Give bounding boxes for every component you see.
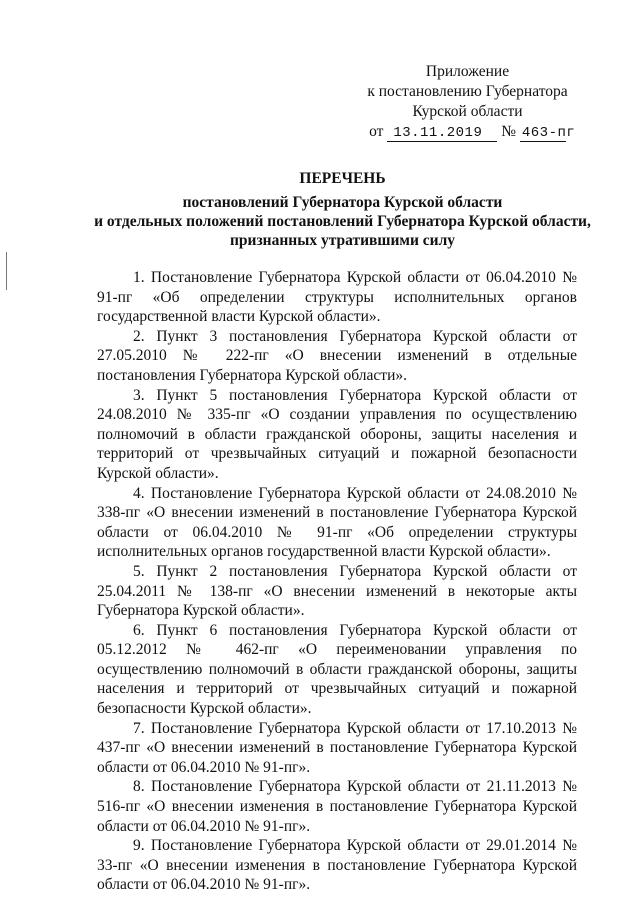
list-item: 2. Пункт 3 постановления Губернатора Курской области от 27.05.2010 № 222-пг «О внесении изменений в отдельные постановления Губернатора Курской области». (97, 327, 577, 384)
list-item: 5. Пункт 2 постановления Губернатора Курской области от 25.04.2011 № 138-пг «О внесении изменений в некоторые акты Губернатора Курской области». (97, 562, 577, 620)
list-item: 7. Постановление Губернатора Курской области от 17.10.2013 № 437-пг «О внесении изменений в постановление Губернатора Курской области от 06.04.2010 № 91-пг». (97, 719, 577, 776)
list-item: 8. Постановление Губернатора Курской области от 21.11.2013 № 516-пг «О внесении изменения в постановление Губернатора Курской области от 06.04.2010 № 91-пг». (97, 778, 577, 835)
document-subtitle-line-2: и отдельных положений постановлений Губернатора Курской области, (94, 213, 591, 230)
repealed-acts-list (97, 268, 577, 895)
list-item: 4. Постановление Губернатора Курской области от 24.08.2010 № 338-пг «О внесении изменений в постановление Губернатора Курской области от 06.04.2010 № 91-пг «Об определении структуры исполнительных органов государственной власти Курской области». (97, 484, 577, 561)
date-field: 13.11.2019 (387, 125, 497, 142)
document-heading (60, 169, 625, 250)
date-prefix: от (369, 123, 384, 140)
list-item: 3. Пункт 5 постановления Губернатора Курской области от 24.08.2010 № 335-пг «О создании управления по осуществлению полномочий в области гражданской обороны, защиты населения и территорий от чрезвычайных ситуаций и пожарной безопасности Курской области». (97, 386, 577, 482)
list-item: 6. Пункт 6 постановления Губернатора Курской области от 05.12.2012 № 462-пг «О переименовании управления по осуществлению полномочий в области гражданской обороны, защиты населения и территорий от чрезвычайных ситуаций и пожарной безопасности Курской области». (97, 621, 577, 718)
document-title: ПЕРЕЧЕНЬ (299, 170, 386, 187)
number-prefix: № (501, 123, 516, 140)
document-subtitle-line-3: признанных утратившими силу (229, 232, 456, 249)
appendix-region: Курской области (412, 103, 523, 120)
appendix-date-number-line (360, 122, 575, 142)
scan-edge-mark (6, 252, 7, 290)
list-item: 9. Постановление Губернатора Курской области от 29.01.2014 № 33-пг «О внесении изменения в постановление Губернатора Курской области от 06.04.2010 № 91-пг». (97, 837, 577, 894)
appendix-header (360, 62, 575, 142)
document-subtitle-line-1: постановлений Губернатора Курской области (182, 194, 503, 211)
number-field: 463-пг (521, 125, 576, 141)
list-item: 1. Постановление Губернатора Курской области от 06.04.2010 № 91-пг «Об определении структуры исполнительных органов государственной власти Курской области». (97, 269, 577, 326)
appendix-reference: к постановлению Губернатора (367, 83, 568, 100)
appendix-label: Приложение (425, 63, 510, 80)
